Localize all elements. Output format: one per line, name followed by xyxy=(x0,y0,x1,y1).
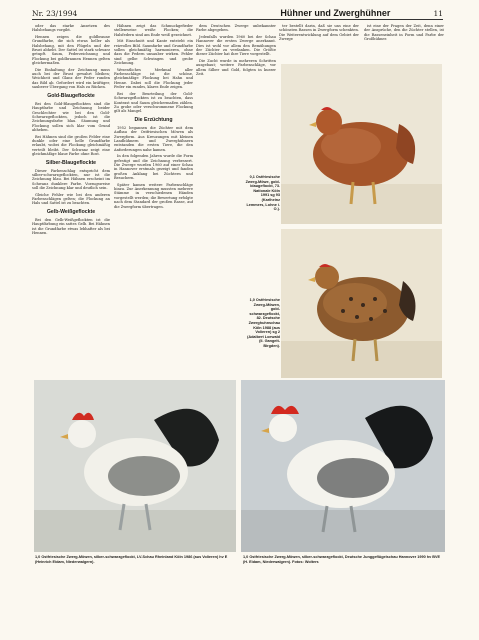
paragraph: Bei den Gold-Blaugeflockten sind die Hauptfarbe und Zeichnung beider Geschlechter wie bei den Gold-Schwarzgeflockten, jedoch ist die Zeichnungsfarbe blau. Säumung und Flockung sollen sich klar vom Grund abheben. xyxy=(32,101,110,133)
paragraph: Die Einhaltung der Zeichnung muss auch bei der Brust gewahrt bleiben; Weichheit und Glanz der Feder runden das Bild ab. Gefordert wird ein kräftiger, sauberer Übergang von Hals zu Rücken. xyxy=(32,67,110,90)
text-column-2 xyxy=(114,24,193,376)
paragraph: 1952 begannen die Züchter mit dem Aufbau der Ostfriesischen Möwen als Zwergform. Aus Kreuzungen mit kleinen Landhühnern und Zwerghühnern entstanden die ersten Tiere, die den Anforderungen nahe kamen. xyxy=(114,125,193,152)
photo-gold-blue-hen xyxy=(281,64,442,224)
paragraph: Bei den Gelb-Weißgeflockten ist die Hauptfärbung ein sattes Gelb. Bei Hähnen ist die Grundfarbe etwas lebhafter als bei Hennen. xyxy=(32,217,110,236)
photo-silver-rooster-right xyxy=(241,380,445,552)
paragraph: Später kamen weitere Farbenschläge hinzu. Zur Anerkennung mussten mehrere Stämme in verschiedenen Händen vorgestellt werden; die Bewertung erfolgte nach dem Standard der großen Rasse, auf die Zwergform übertragen. xyxy=(114,182,193,209)
photo-gold-black-hen xyxy=(281,229,442,378)
issue-number: Nr. 23/1994 xyxy=(32,8,78,18)
paragraph: Die Zucht wurde in mehreren Schritten ausgebaut; weitere Farbenschläge, vor allem Silber und Gold, folgten in kurzer Zeit. xyxy=(196,58,276,77)
paragraph: Dieser Farbenschlag entspricht dem silber-schwarzgeflockten, nur ist die Zeichnung blau. Bei Hähnen erscheint im Schwanz dunklere Farbe. Vorzugsweise soll die Zeichnung klar und deutlich sein. xyxy=(32,168,110,191)
page-number: 11 xyxy=(433,8,443,18)
running-title: Hühner und Zwerghühner xyxy=(280,8,391,18)
text-column-5 xyxy=(364,24,444,66)
paragraph: Bei der Beurteilung der Gold-Schwarzgeflockten ist zu beachten, dass Kontrast und Saum gleichermaßen zählen. Zu grobe oder verschwommene Flockung gilt als Mangel. xyxy=(114,91,193,114)
photo-silver-rooster-left xyxy=(34,380,236,552)
paragraph: Mit Einschnitt und Kante entsteht ein reizvolles Bild. Saumfarbe und Grundfarbe sollen gleichmäßig harmonieren, ohne dass die Federn unsauber wirken. Fehler sind gelbe Schwingen und grobe Zeichnung. xyxy=(114,39,193,66)
section-heading: Gelb-Weißgeflockte xyxy=(46,208,96,215)
paragraph: Hähnen zeigt das Schmuckgefieder stellenweise weiße Flocken; die Halsfedern sind am Ende weiß gezeichnet. xyxy=(114,24,193,37)
photo-caption-bottom-right: 1,0 Ostfriesische Zwerg-Möwen, silber-schwarzgeflockt, Deutsche Junggeflügelschau Hannover 1990 hv BVE (H. Eidam, Niederwalgern). Fotos: Wolters xyxy=(243,555,441,564)
photo-caption-top: 0,1 Ostfriesische Zwerg-Möwe, gold-blaugeflockt, 73. Nationale Köln 1991 sg 93 (Karlheinz Lemmers, Lohne i. O.). xyxy=(245,175,280,212)
photo-caption-middle: 1,0 Ostfriesische Zwerg-Möwen, gold-schwarzgeflockt, 82. Deutsche Zwerghuhnschau Köln 1988 (aus Volieren) sg 2 (Adalbert Loewald (II. Gangelt-Birgden). xyxy=(247,298,280,348)
section-heading: Die Erzüchtung xyxy=(134,116,173,123)
text-column-1 xyxy=(32,24,110,376)
section-heading: Gold-Blaugeflockte xyxy=(47,92,95,99)
paragraph: Jedenfalls wurden 1960 bei der Schau Hannover die ersten Zwerge anerkannt. Dies ist wohl vor allem den Bemühungen der Züchter zu verdanken. Die Größte dieser Züchter hat ihre Tiere vorgestellt. xyxy=(196,34,276,57)
paragraph: dem Deutschen Zwerge unbekannter Farbe abgegeben. xyxy=(196,24,276,33)
paragraph: Hennen zeigen die goldbraune Grundfarbe, die sich etwas heller als Halsbehang, mit den Flügeln und der Brust abhebt. Der Sattel ist stark schwarz getupft. Saum, Federzeichnung und Flockung bei goldbraunen Hennen gelten gleichermaßen. xyxy=(32,34,110,66)
page-header xyxy=(32,7,443,20)
paragraph: Wesentliches Merkmal aller Farbenschläge ist die schöne, gleichmäßige Flockung bei Hahn und Henne. Dabei soll die Flockung jeder Feder ein rundes, klares Ende zeigen. xyxy=(114,67,193,90)
photo-caption-bottom-left: 1,0 Ostfriesische Zwerg-Möwen, silber-schwarzgeflockt, LV-Schau Rheinland Köln 1986 (aus Volieren) hv E (Heinrich Eidam, Niederwalgern). xyxy=(35,555,228,564)
text-column-4 xyxy=(279,24,359,66)
paragraph: In den folgenden Jahren wurde die Form gefestigt und die Zeichnung verbessert. Die Zwerge wurden 1960 auf einer Schau in Hannover erstmals gezeigt und fanden großen Anklang bei Züchtern und Besuchern. xyxy=(114,154,193,181)
paragraph: ist eine der Fragen der Zeit, denn einer der Ansprüche, den die Züchter stellen, ist die Rasseneinheit in Form und Farbe der Großhühner. xyxy=(364,24,444,42)
text-column-3 xyxy=(196,24,276,246)
paragraph: Gleiche Fehler wie bei den anderen Farbenschlägen gelten; die Flockung an Hals und Sattel ist zu beachten. xyxy=(32,192,110,206)
paragraph: oder das starke Ansetzen des Halsbehangs vorgibt. xyxy=(32,24,110,33)
paragraph: ter bestellt darin, daß sie uns eine der schönsten Rassen in Zwergform schenkten. Die Weiterentwicklung auf dem Gebiet der Zwerge xyxy=(279,24,359,42)
paragraph: Bei Hähnen sind die großen Felder eine dunkle oder eine helle Grundfarbe erlaubt, wobei die Flockung gleichmäßig verteilt bleibt. Der Schwanz zeigt eine gleichmäßige blaue Farbe ohne Rost. xyxy=(32,134,110,157)
section-heading: Silber-Blaugeflockte xyxy=(45,159,97,166)
